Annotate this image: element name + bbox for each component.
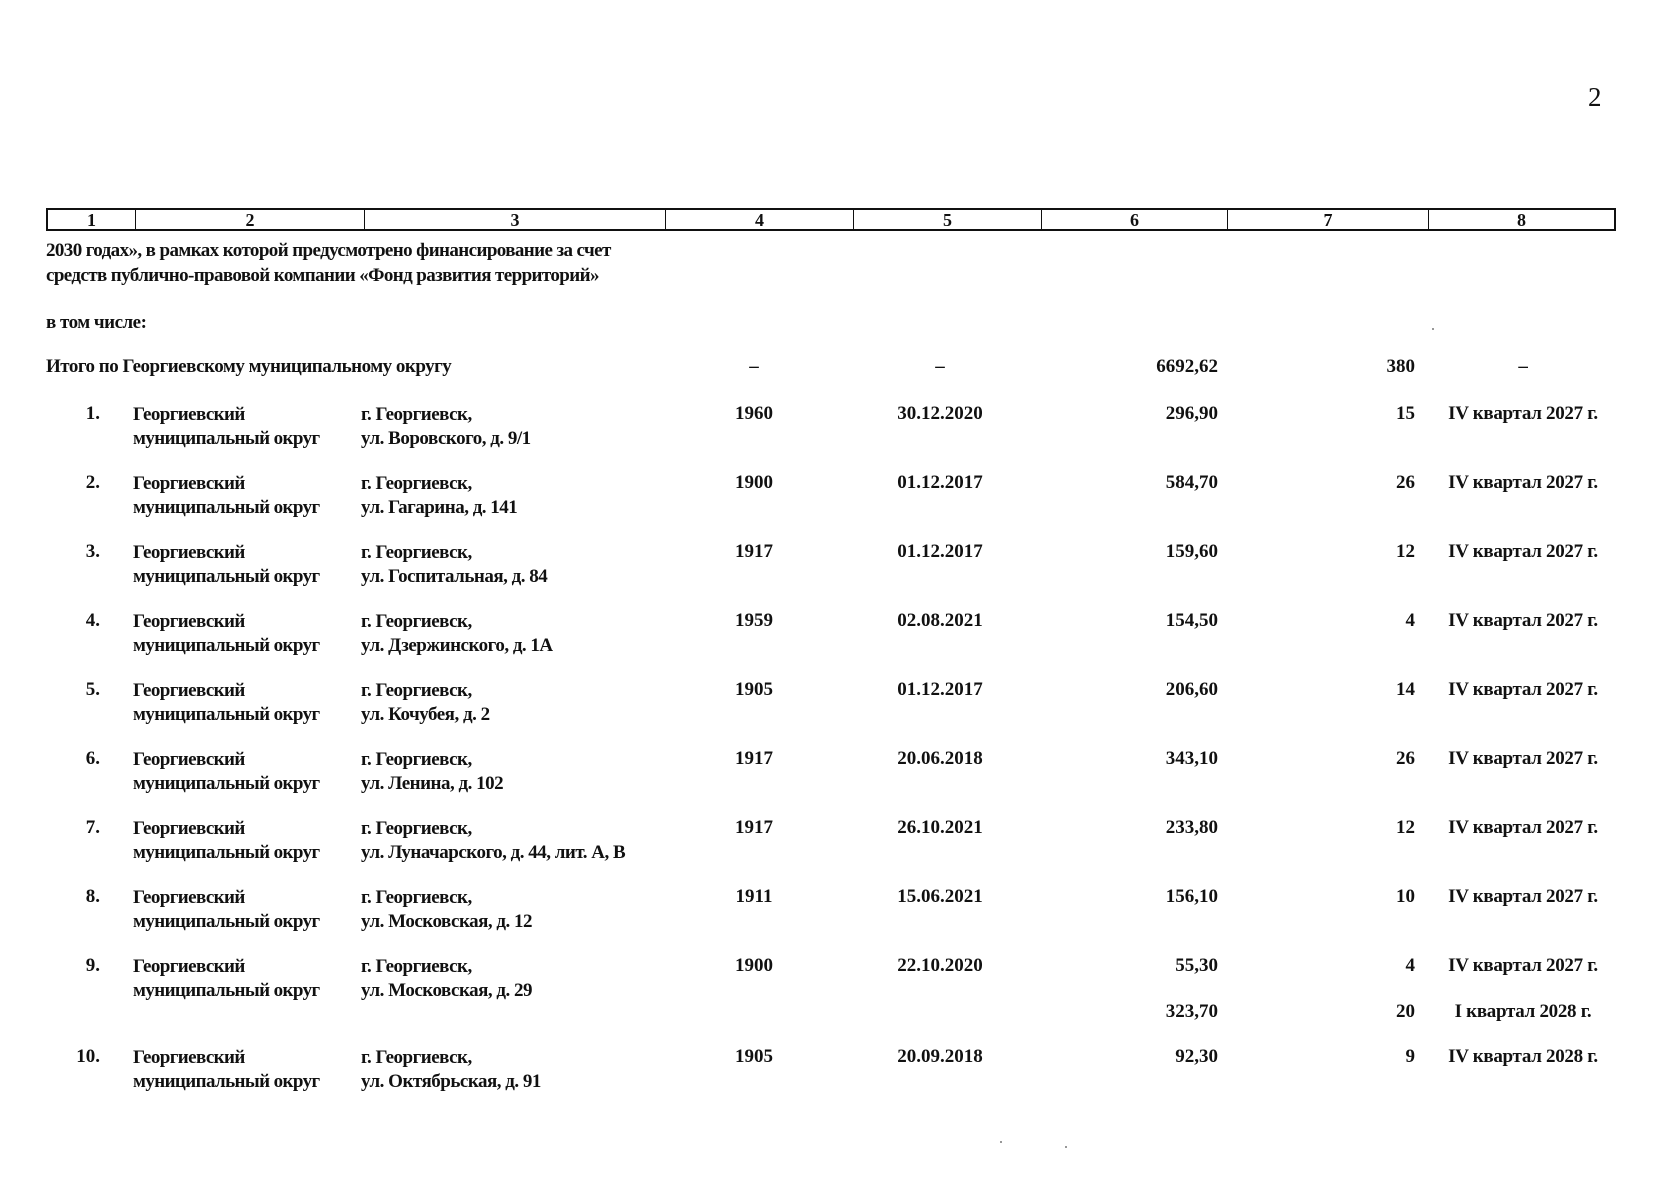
district-cell — [133, 748, 320, 796]
area-value: 154,50 — [1165, 610, 1218, 631]
address-cell-line-1: г. Георгиевск, — [361, 680, 472, 701]
emergency-date: 20.06.2018 — [897, 748, 983, 769]
area-value: 343,10 — [1165, 748, 1218, 769]
address-cell-line-2: ул. Госпитальная, д. 84 — [361, 566, 548, 587]
header-col-8: 8 — [1428, 210, 1614, 229]
residents-count: 10 — [1396, 886, 1415, 907]
table-row — [0, 403, 1673, 455]
area-value: 55,30 — [1175, 955, 1218, 976]
table-row — [0, 472, 1673, 524]
header-col-1: 1 — [87, 210, 96, 230]
address-cell-line-2: ул. Октябрьская, д. 91 — [361, 1071, 541, 1092]
district-cell-line-2: муниципальный округ — [133, 911, 320, 932]
residents-count: 14 — [1396, 679, 1415, 700]
residents-count: 4 — [1405, 610, 1415, 631]
row-number: 10. — [76, 1046, 100, 1067]
address-cell — [361, 541, 547, 589]
address-cell — [361, 679, 490, 727]
scan-speck — [1432, 328, 1434, 330]
district-cell-line-1: Георгиевский — [133, 404, 245, 425]
address-cell — [361, 472, 517, 520]
district-cell-line-1: Георгиевский — [133, 887, 245, 908]
construction-year: 1960 — [735, 403, 773, 424]
address-cell-line-2: ул. Гагарина, д. 141 — [361, 497, 518, 518]
resettlement-deadline: IV квартал 2028 г. — [1448, 1046, 1598, 1067]
residents-count: 9 — [1405, 1046, 1415, 1067]
header-col-4: 4 — [665, 210, 853, 229]
emergency-date: 26.10.2021 — [897, 817, 983, 838]
residents-count: 15 — [1396, 403, 1415, 424]
district-cell — [133, 610, 320, 658]
construction-year: 1900 — [735, 955, 773, 976]
address-cell — [361, 610, 553, 658]
construction-year: 1917 — [735, 817, 773, 838]
emergency-date: 20.09.2018 — [897, 1046, 983, 1067]
area-value: 584,70 — [1165, 472, 1218, 493]
area-value: 159,60 — [1165, 541, 1218, 562]
table-row — [0, 610, 1673, 662]
district-cell-line-2: муниципальный округ — [133, 704, 320, 725]
resettlement-deadline: IV квартал 2027 г. — [1448, 403, 1598, 424]
emergency-date: 02.08.2021 — [897, 610, 983, 631]
district-cell — [133, 472, 320, 520]
table-row — [0, 886, 1673, 938]
district-cell-line-1: Георгиевский — [133, 956, 245, 977]
program-description — [46, 238, 611, 288]
resettlement-deadline: IV квартал 2027 г. — [1448, 472, 1598, 493]
area-value: 206,60 — [1165, 679, 1218, 700]
address-cell — [361, 955, 532, 1003]
district-cell — [133, 403, 320, 451]
resettlement-deadline: IV квартал 2027 г. — [1448, 886, 1598, 907]
district-cell — [133, 541, 320, 589]
resettlement-deadline: I квартал 2028 г. — [1454, 1001, 1592, 1022]
row-number: 6. — [85, 748, 100, 769]
column-number-header — [46, 208, 1616, 231]
address-cell-line-1: г. Георгиевск, — [361, 749, 472, 770]
district-cell — [133, 886, 320, 934]
including-label: в том числе: — [46, 312, 147, 333]
row-number: 8. — [85, 886, 100, 907]
resettlement-deadline: IV квартал 2027 г. — [1448, 817, 1598, 838]
district-cell-line-1: Георгиевский — [133, 473, 245, 494]
residents-count: 12 — [1396, 817, 1415, 838]
district-cell-line-2: муниципальный округ — [133, 566, 320, 587]
district-cell-line-1: Георгиевский — [133, 542, 245, 563]
residents-count: 20 — [1396, 1001, 1415, 1022]
address-cell-line-2: ул. Кочубея, д. 2 — [361, 704, 490, 725]
district-cell-line-1: Георгиевский — [133, 818, 245, 839]
address-cell-line-1: г. Георгиевск, — [361, 611, 472, 632]
construction-year: 1959 — [735, 610, 773, 631]
construction-year: 1911 — [735, 886, 773, 907]
address-cell — [361, 817, 625, 865]
resettlement-deadline: IV квартал 2027 г. — [1448, 955, 1598, 976]
header-col-6: 6 — [1041, 210, 1227, 229]
row-number: 3. — [85, 541, 100, 562]
district-cell-line-2: муниципальный округ — [133, 1071, 320, 1092]
row-number: 4. — [85, 610, 100, 631]
total-deadline: – — [1518, 356, 1528, 377]
total-col-4: – — [749, 356, 759, 377]
total-residents: 380 — [1386, 356, 1415, 377]
header-col-2: 2 — [135, 210, 364, 229]
row-number: 5. — [85, 679, 100, 700]
address-cell — [361, 403, 531, 451]
area-value: 323,70 — [1165, 1001, 1218, 1022]
program-description-line: 2030 годах», в рамках которой предусмотрено финансирование за счет — [46, 240, 611, 261]
address-cell-line-2: ул. Дзержинского, д. 1А — [361, 635, 553, 656]
address-cell — [361, 886, 532, 934]
district-cell-line-1: Георгиевский — [133, 1047, 245, 1068]
construction-year: 1917 — [735, 541, 773, 562]
row-number: 1. — [85, 403, 100, 424]
table-row — [0, 817, 1673, 869]
resettlement-deadline: IV квартал 2027 г. — [1448, 748, 1598, 769]
construction-year: 1900 — [735, 472, 773, 493]
address-cell-line-1: г. Георгиевск, — [361, 956, 472, 977]
district-cell — [133, 817, 320, 865]
district-cell-line-2: муниципальный округ — [133, 842, 320, 863]
emergency-date: 15.06.2021 — [897, 886, 983, 907]
address-cell — [361, 748, 503, 796]
address-cell-line-2: ул. Воровского, д. 9/1 — [361, 428, 531, 449]
row-number: 7. — [85, 817, 100, 838]
area-value: 92,30 — [1175, 1046, 1218, 1067]
address-cell-line-1: г. Георгиевск, — [361, 887, 472, 908]
scan-speck — [1000, 1141, 1002, 1143]
construction-year: 1905 — [735, 1046, 773, 1067]
residents-count: 26 — [1396, 472, 1415, 493]
header-col-5: 5 — [853, 210, 1041, 229]
district-cell-line-2: муниципальный округ — [133, 773, 320, 794]
header-col-3: 3 — [364, 210, 665, 229]
address-cell-line-2: ул. Московская, д. 12 — [361, 911, 533, 932]
program-description-line: средств публично-правовой компании «Фонд развития территорий» — [46, 265, 599, 286]
resettlement-deadline: IV квартал 2027 г. — [1448, 541, 1598, 562]
emergency-date: 01.12.2017 — [897, 472, 983, 493]
district-cell-line-2: муниципальный округ — [133, 428, 320, 449]
header-col-7: 7 — [1227, 210, 1428, 229]
total-col-5: – — [935, 356, 945, 377]
table-row — [0, 541, 1673, 593]
construction-year: 1905 — [735, 679, 773, 700]
resettlement-deadline: IV квартал 2027 г. — [1448, 679, 1598, 700]
emergency-date: 30.12.2020 — [897, 403, 983, 424]
district-cell-line-2: муниципальный округ — [133, 635, 320, 656]
scan-speck — [1065, 1146, 1067, 1148]
address-cell-line-2: ул. Московская, д. 29 — [361, 980, 533, 1001]
total-area: 6692,62 — [1156, 356, 1218, 377]
row-number: 2. — [85, 472, 100, 493]
address-cell-line-1: г. Георгиевск, — [361, 473, 472, 494]
emergency-date: 01.12.2017 — [897, 541, 983, 562]
district-cell-line-1: Георгиевский — [133, 680, 245, 701]
residents-count: 26 — [1396, 748, 1415, 769]
address-cell-line-2: ул. Ленина, д. 102 — [361, 773, 504, 794]
district-cell — [133, 1046, 320, 1094]
address-cell-line-1: г. Георгиевск, — [361, 404, 472, 425]
address-cell-line-1: г. Георгиевск, — [361, 542, 472, 563]
address-cell-line-1: г. Георгиевск, — [361, 818, 472, 839]
resettlement-deadline: IV квартал 2027 г. — [1448, 610, 1598, 631]
address-cell-line-2: ул. Луначарского, д. 44, лит. А, В — [361, 842, 626, 863]
residents-count: 12 — [1396, 541, 1415, 562]
row-number: 9. — [85, 955, 100, 976]
district-cell-line-2: муниципальный округ — [133, 980, 320, 1001]
address-cell-line-1: г. Георгиевск, — [361, 1047, 472, 1068]
district-cell-line-2: муниципальный округ — [133, 497, 320, 518]
table-row — [0, 955, 1673, 1007]
construction-year: 1917 — [735, 748, 773, 769]
table-row — [0, 748, 1673, 800]
district-cell-line-1: Георгиевский — [133, 611, 245, 632]
area-value: 156,10 — [1165, 886, 1218, 907]
table-row — [0, 1046, 1673, 1098]
page-number: 2 — [1588, 82, 1602, 112]
total-row — [0, 356, 1673, 408]
district-cell — [133, 955, 320, 1003]
emergency-date: 01.12.2017 — [897, 679, 983, 700]
residents-count: 4 — [1405, 955, 1415, 976]
district-cell — [133, 679, 320, 727]
emergency-date: 22.10.2020 — [897, 955, 983, 976]
area-value: 296,90 — [1165, 403, 1218, 424]
address-cell — [361, 1046, 541, 1094]
district-cell-line-1: Георгиевский — [133, 749, 245, 770]
area-value: 233,80 — [1165, 817, 1218, 838]
total-label: Итого по Георгиевскому муниципальному округу — [46, 356, 452, 377]
table-row — [0, 679, 1673, 731]
